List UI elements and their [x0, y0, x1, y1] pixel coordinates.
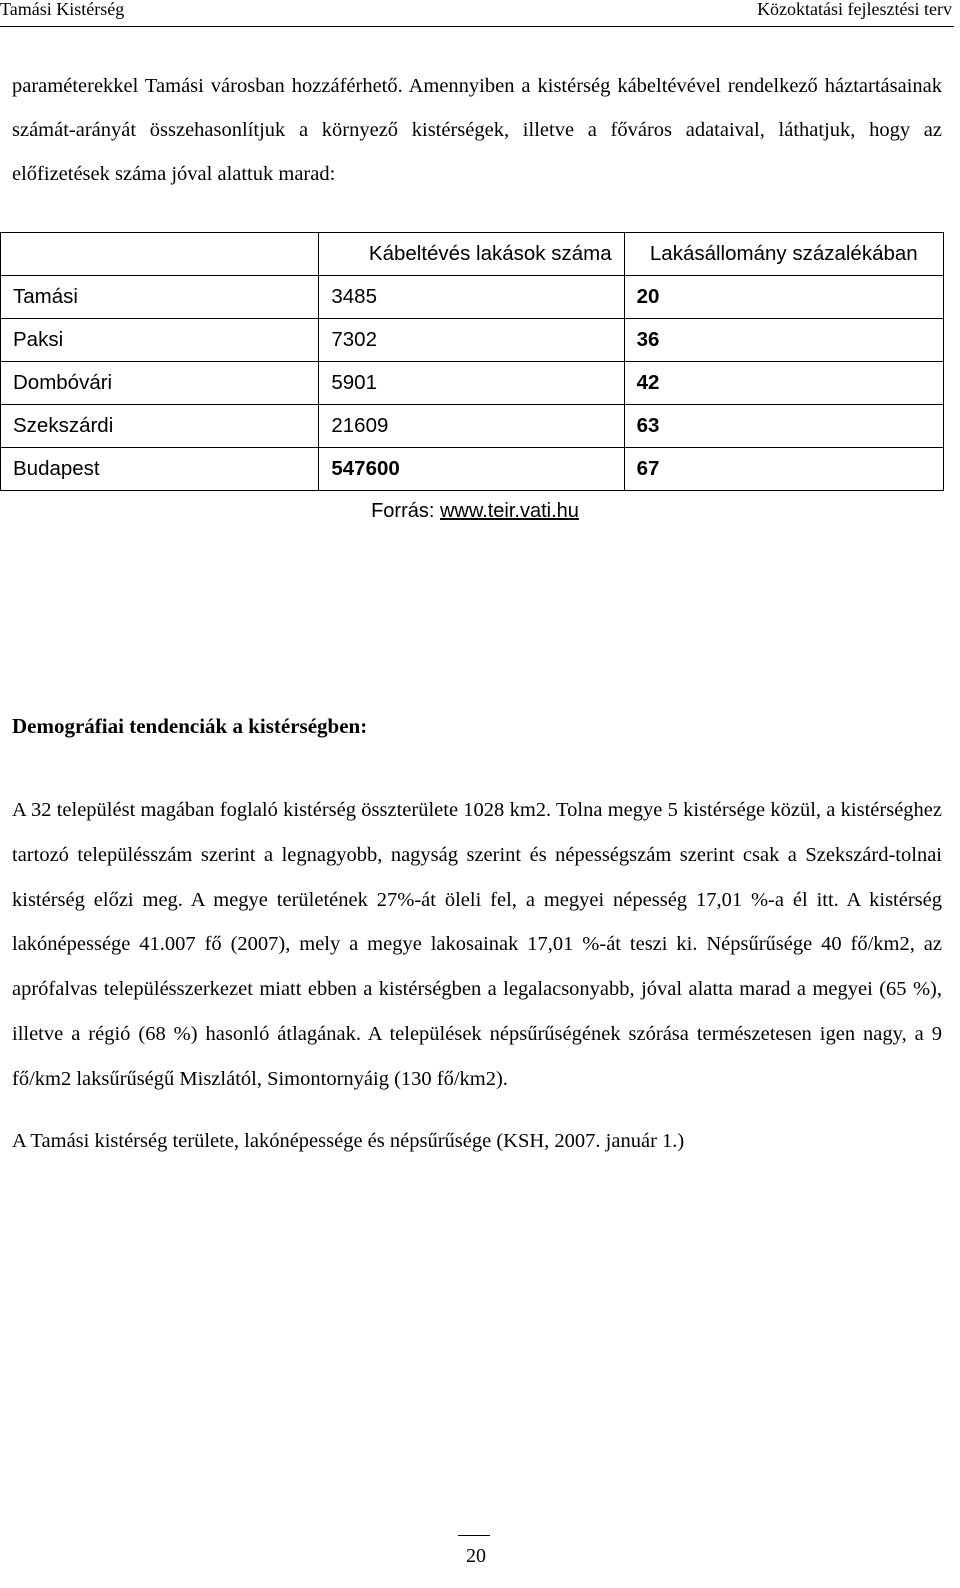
- table-header-cell: [1, 233, 319, 276]
- table-row: [1, 405, 944, 448]
- page-number: 20: [466, 1545, 486, 1567]
- page-number-rule: [458, 1535, 490, 1536]
- table-header-row: [1, 233, 944, 276]
- table-row: [1, 319, 944, 362]
- section-heading: Demográfiai tendenciák a kistérségben:: [12, 714, 368, 738]
- row-name: Dombóvári: [1, 362, 319, 405]
- header-title-left: Tamási Kistérség: [0, 0, 125, 19]
- row-count: 547600: [319, 448, 624, 491]
- row-percent: 42: [624, 362, 943, 405]
- row-percent: 63: [624, 405, 943, 448]
- page-header: [0, 0, 954, 27]
- row-percent: 20: [624, 276, 943, 319]
- row-name: Szekszárdi: [1, 405, 319, 448]
- row-name: Tamási: [1, 276, 319, 319]
- row-percent: 36: [624, 319, 943, 362]
- row-count: 21609: [319, 405, 624, 448]
- row-count: 5901: [319, 362, 624, 405]
- table-header-cell: Kábeltévés lakások száma: [319, 233, 624, 276]
- row-name: Paksi: [1, 319, 319, 362]
- table-source: [0, 500, 950, 523]
- table-row: [1, 276, 944, 319]
- table-header-cell: Lakásállomány százalékában: [624, 233, 943, 276]
- row-count: 3485: [319, 276, 624, 319]
- source-link[interactable]: www.teir.vati.hu: [439, 500, 579, 522]
- header-title-right: Közoktatási fejlesztési terv: [757, 0, 952, 19]
- intro-paragraph: paraméterekkel Tamási városban hozzáférhető. Amennyiben a kistérség kábeltévével rendelkező háztartásainak számát-arányát összehasonlítjuk a környező kistérségek, illetve a főváros adataival, láthatjuk, hogy az előfizetések száma jóval alattuk marad:: [12, 75, 942, 185]
- table-row: [1, 448, 944, 491]
- row-percent: 67: [624, 448, 943, 491]
- body-paragraph: A 32 települést magában foglaló kistérség összterülete 1028 km2. Tolna megye 5 kistérsége közül, a kistérséghez tartozó településszám szerint a legnagyobb, nagyság szerint és népességszám szerint csak a Szekszárd-tolnai kistérség előzi meg. A megye területének 27%-át öleli fel, a megyei népesség 17,01 %-a él itt. A kistérség lakónépessége 41.007 fő (2007), mely a megye lakosainak 17,01 %-át teszi ki. Népsűrűsége 40 fő/km2, az aprófalvas településszerkezet miatt ebben a kistérségben a legalacsonyabb, jóval alatta marad a megyei (65 %), illetve a régió (68 %) hasonló átlagának. A települések népsűrűségének szórása természetesen igen nagy, a 9 fő/km2 laksűrűségű Miszlától, Simontornyáig (130 fő/km2).: [12, 799, 942, 1090]
- table-row: [1, 362, 944, 405]
- closing-line: A Tamási kistérség területe, lakónépessége és népsűrűsége (KSH, 2007. január 1.): [12, 1130, 685, 1152]
- row-count: 7302: [319, 319, 624, 362]
- source-label: Forrás:: [371, 500, 440, 522]
- cable-tv-table: [0, 232, 944, 491]
- row-name: Budapest: [1, 448, 319, 491]
